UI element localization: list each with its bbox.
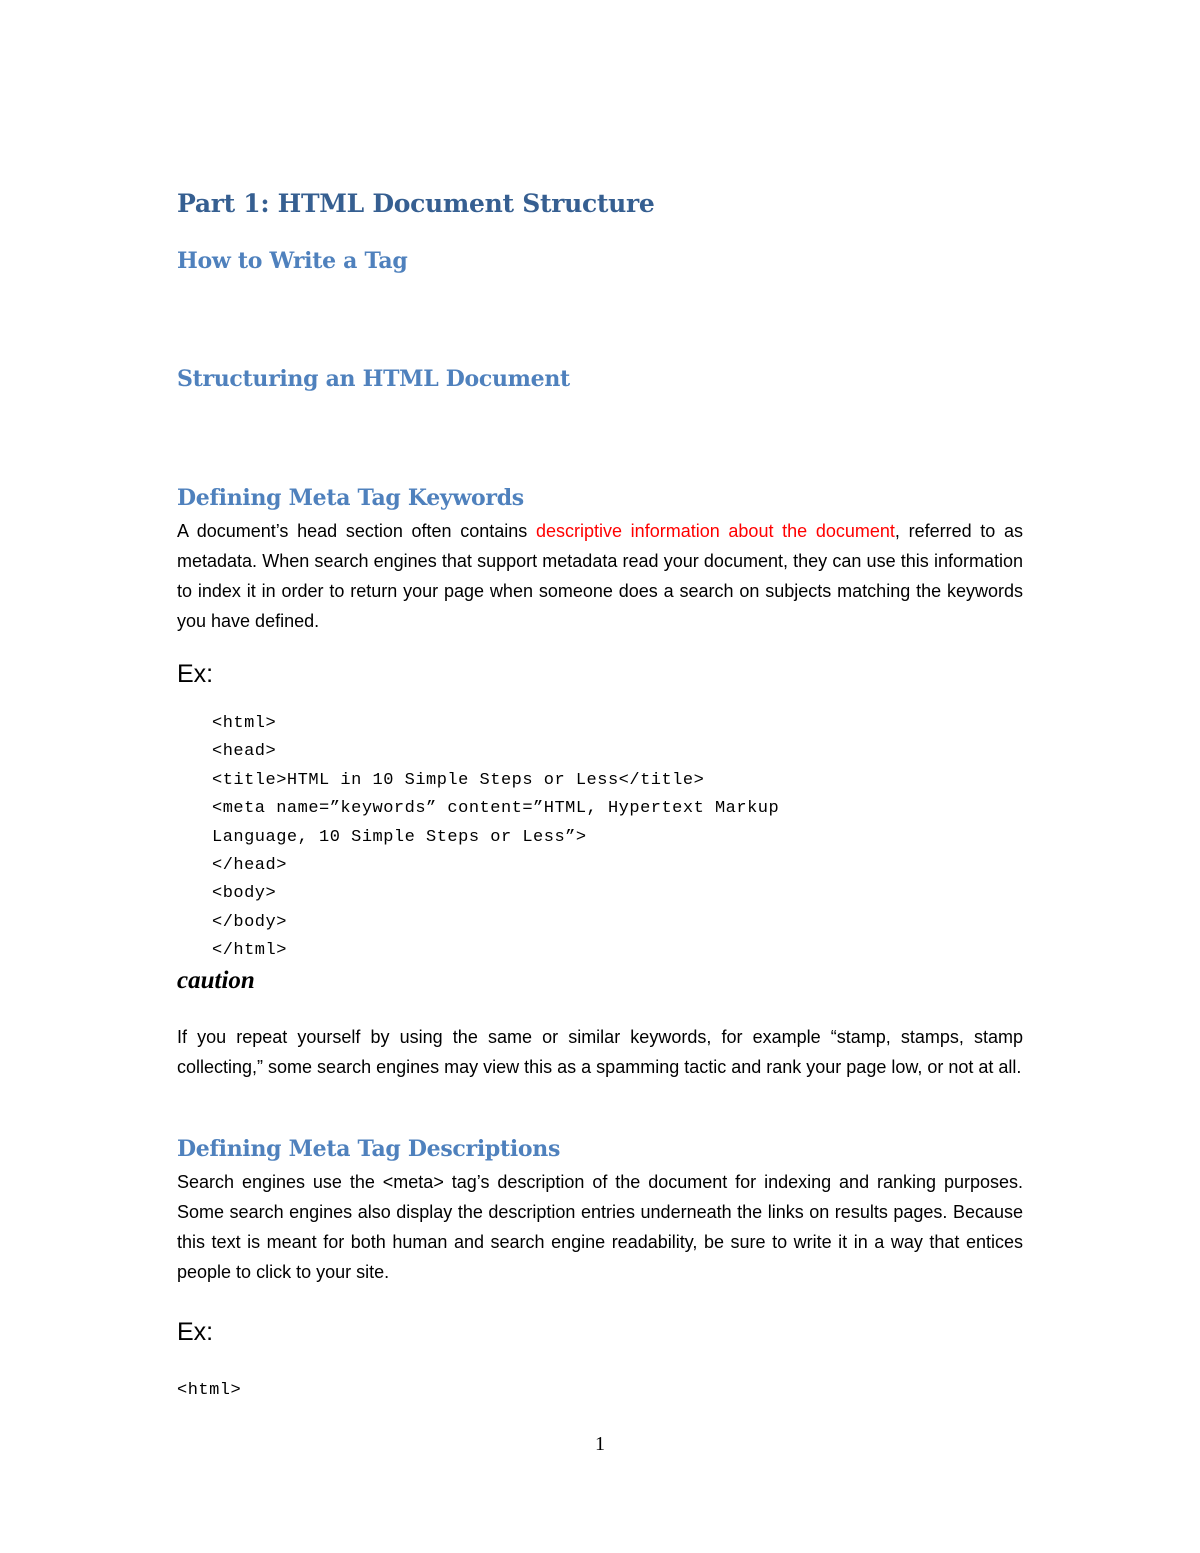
code-line: <body>: [212, 884, 277, 904]
part-title: Part 1: HTML Document Structure: [177, 189, 655, 218]
code-line: <title>HTML in 10 Simple Steps or Less</title>: [212, 770, 705, 790]
code-line: <html>: [212, 714, 277, 733]
page-number: 1: [595, 1433, 605, 1455]
code-line: Language, 10 Simple Steps or Less”>: [212, 827, 587, 847]
heading-meta-tag-descriptions: Defining Meta Tag Descriptions: [177, 1136, 561, 1162]
keywords-paragraph-end: , referred to as metadata. When search engines that support metadata read your document, they can use this information to index it in order to return your page when someone does a search on subjects matching the keywords you have defined.: [177, 521, 1023, 631]
code-line: <meta name=”keywords” content=”HTML, Hypertext Markup: [212, 799, 780, 819]
code-line: </head>: [212, 856, 287, 876]
heading-how-to-write-a-tag: How to Write a Tag: [177, 248, 408, 274]
keywords-paragraph-start: A document’s head section often contains: [177, 521, 536, 541]
code-line: </body>: [212, 912, 287, 932]
heading-meta-tag-keywords: Defining Meta Tag Keywords: [177, 485, 524, 511]
heading-structuring-html-document: Structuring an HTML Document: [177, 366, 570, 392]
code-line: </html>: [212, 941, 287, 961]
code-block-keywords: [212, 710, 779, 966]
example-label: Ex:: [177, 660, 214, 688]
descriptions-paragraph: Search engines use the <meta> tag’s description of the document for indexing and ranking purposes. Some search engines also display the description entries underneath the links on results pages. Because this text is meant for both human and search engine readability, be sure to write it in a way that entices people to click to your site.: [177, 1172, 1023, 1282]
caution-paragraph: If you repeat yourself by using the same or similar keywords, for example “stamp, stamps, stamp collecting,” some search engines may view this as a spamming tactic and rank your page low, or not at all.: [177, 1027, 1023, 1077]
example-label-2: Ex:: [177, 1318, 214, 1346]
caution-label: caution: [177, 967, 255, 994]
keywords-paragraph: [177, 516, 1023, 636]
highlighted-phrase: descriptive information about the document: [535, 521, 895, 541]
code-line: <head>: [212, 742, 277, 762]
code-line-html: <html>: [177, 1381, 242, 1400]
